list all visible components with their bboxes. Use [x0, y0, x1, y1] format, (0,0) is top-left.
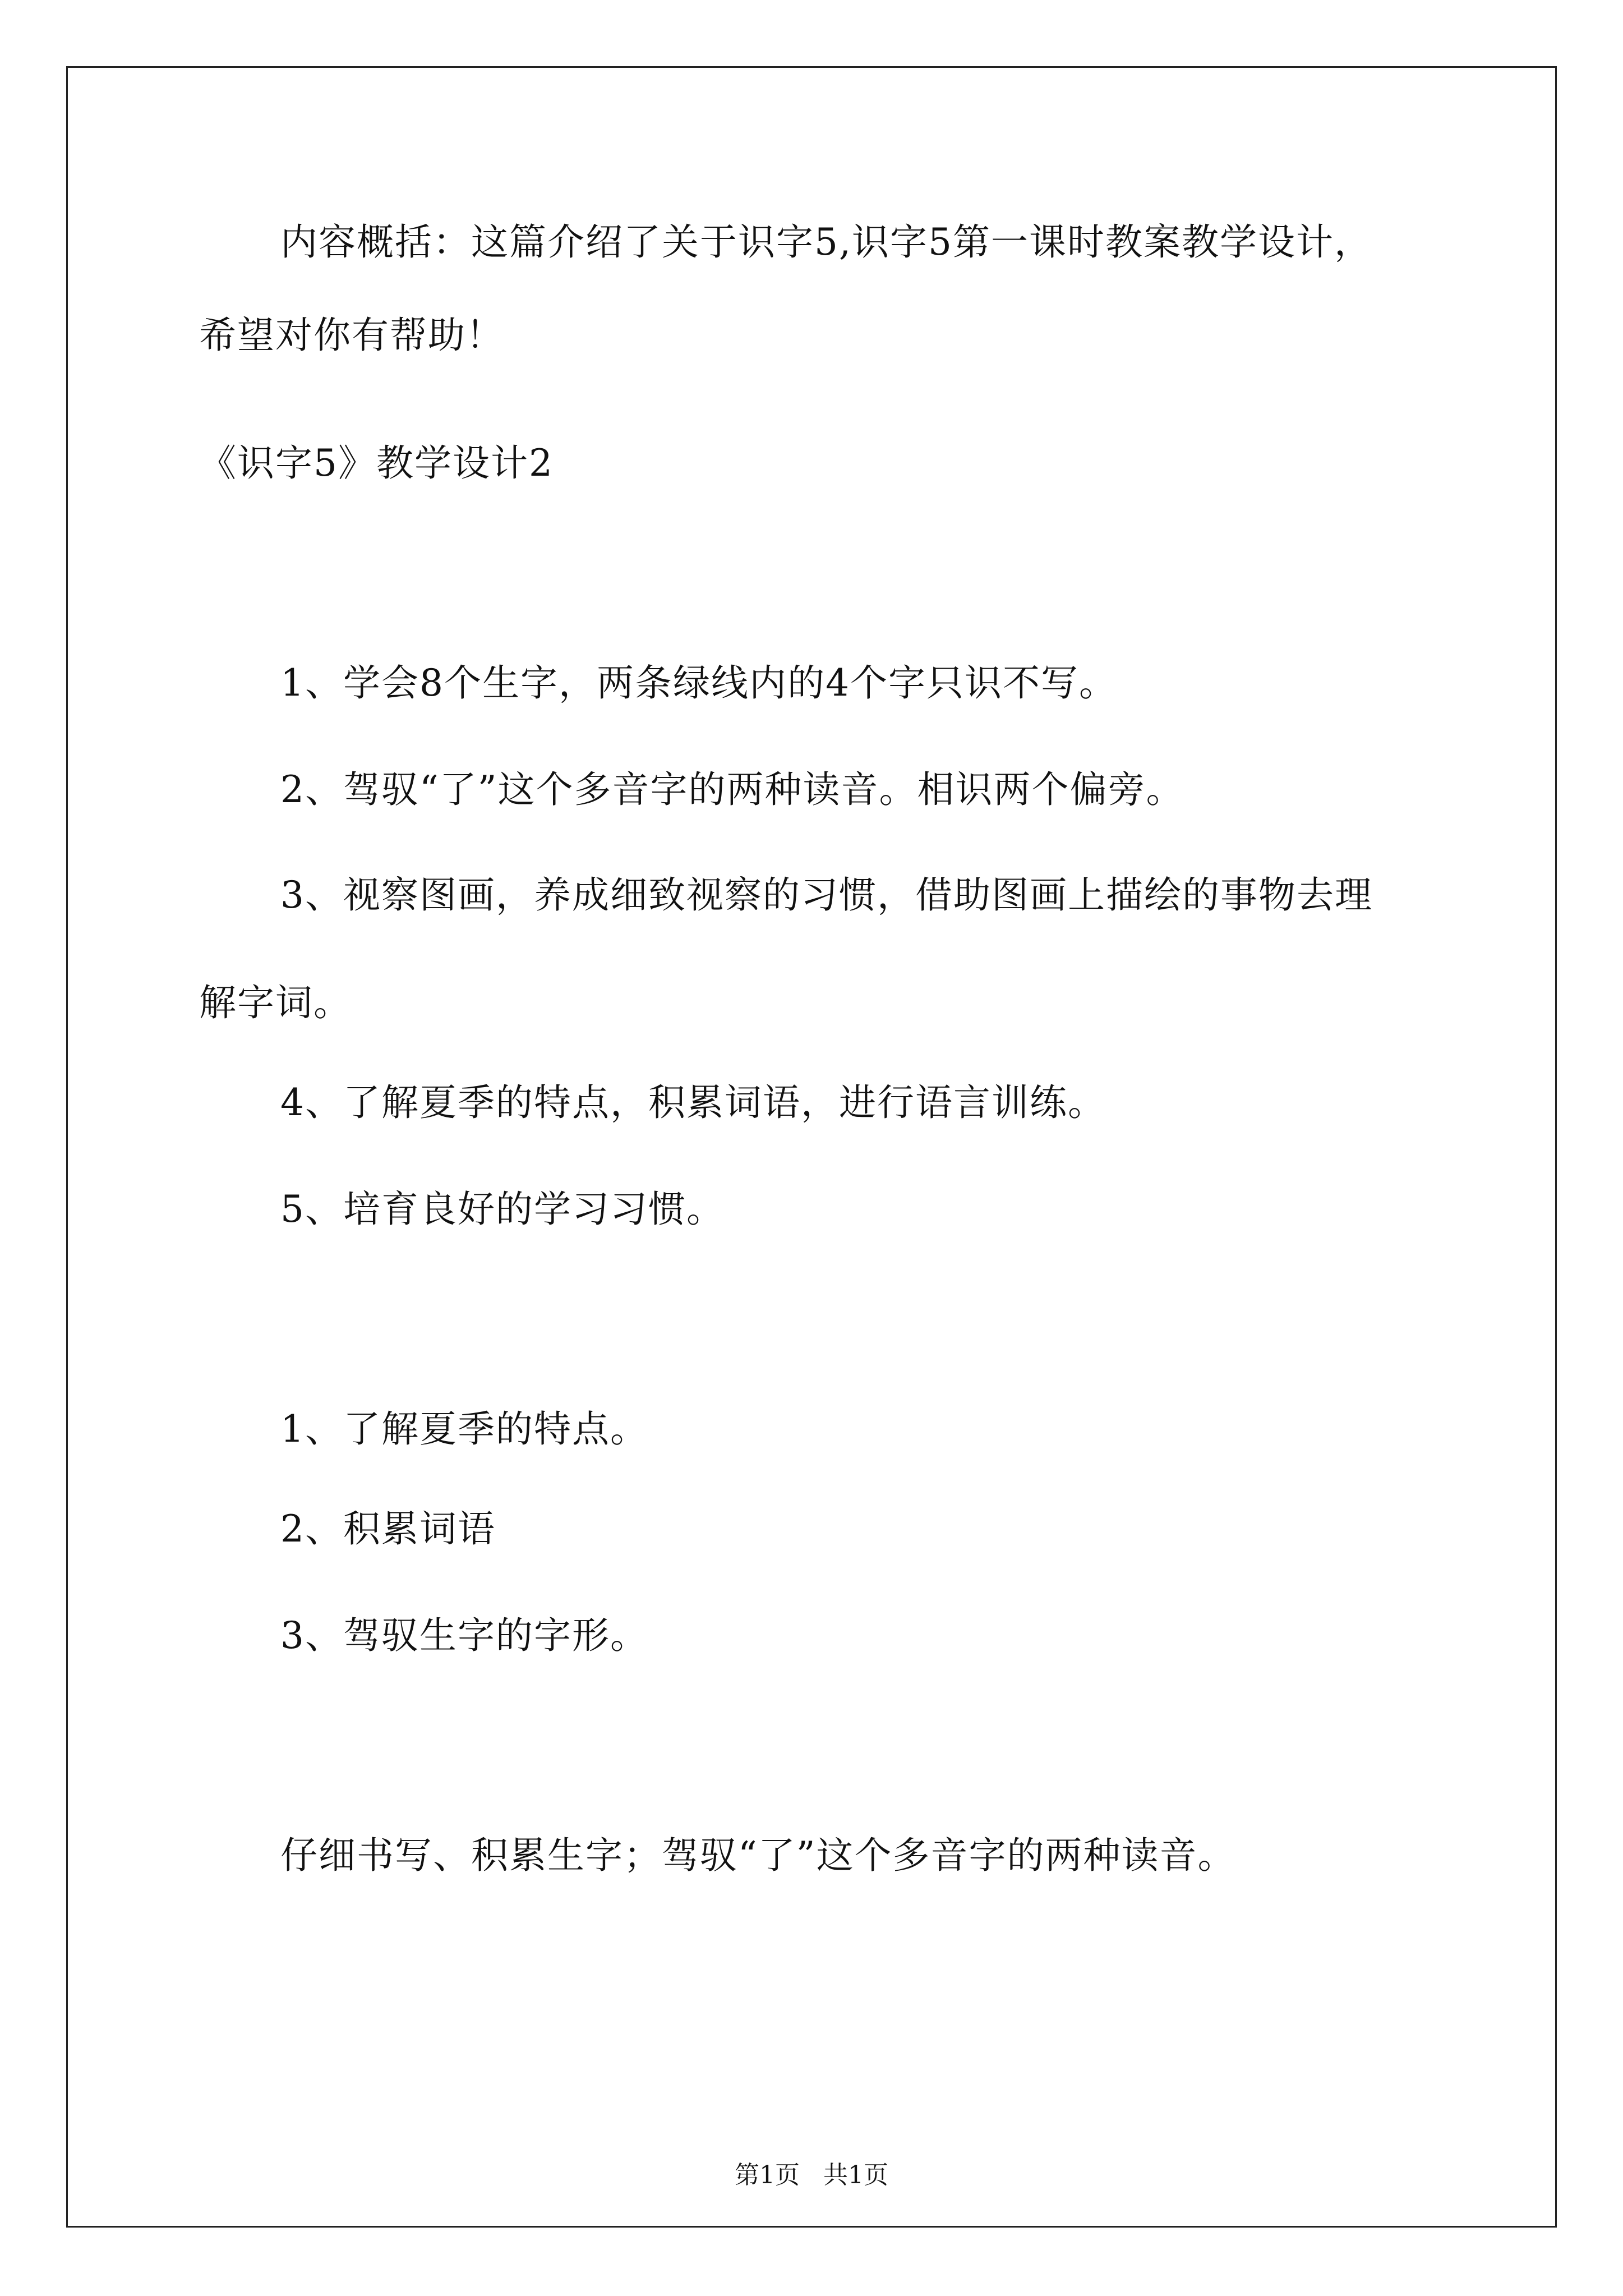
objective-1: 1、学会8个生字，两条绿线内的4个字只识不写。	[280, 661, 1117, 705]
objective-3-continued: 解字词。	[199, 981, 352, 1024]
objective-4: 4、了解夏季的特点，积累词语，进行语言训练。	[280, 1081, 1106, 1124]
key-point-2: 2、积累词语	[280, 1507, 496, 1550]
summary-line-2: 希望对你有帮助！	[199, 314, 504, 357]
objective-5: 5、培育良好的学习习惯。	[280, 1188, 725, 1231]
key-point-1: 1、了解夏季的特点。	[280, 1407, 648, 1451]
key-point-3: 3、驾驭生字的字形。	[280, 1614, 648, 1657]
difficulty-line: 仔细书写、积累生字；驾驭“了”这个多音字的两种读音。	[280, 1834, 1236, 1877]
page-footer: 第1页 共1页	[735, 2161, 888, 2189]
summary-line-1: 内容概括：这篇介绍了关于识字5,识字5第一课时教案教学设计，	[280, 220, 1372, 264]
objective-3: 3、视察图画，养成细致视察的习惯，借助图画上描绘的事物去理	[280, 873, 1373, 917]
document-title: 《识字5》教学设计2	[199, 441, 554, 485]
objective-2: 2、驾驭“了”这个多音字的两种读音。相识两个偏旁。	[280, 768, 1184, 811]
page-border	[66, 66, 1557, 2228]
